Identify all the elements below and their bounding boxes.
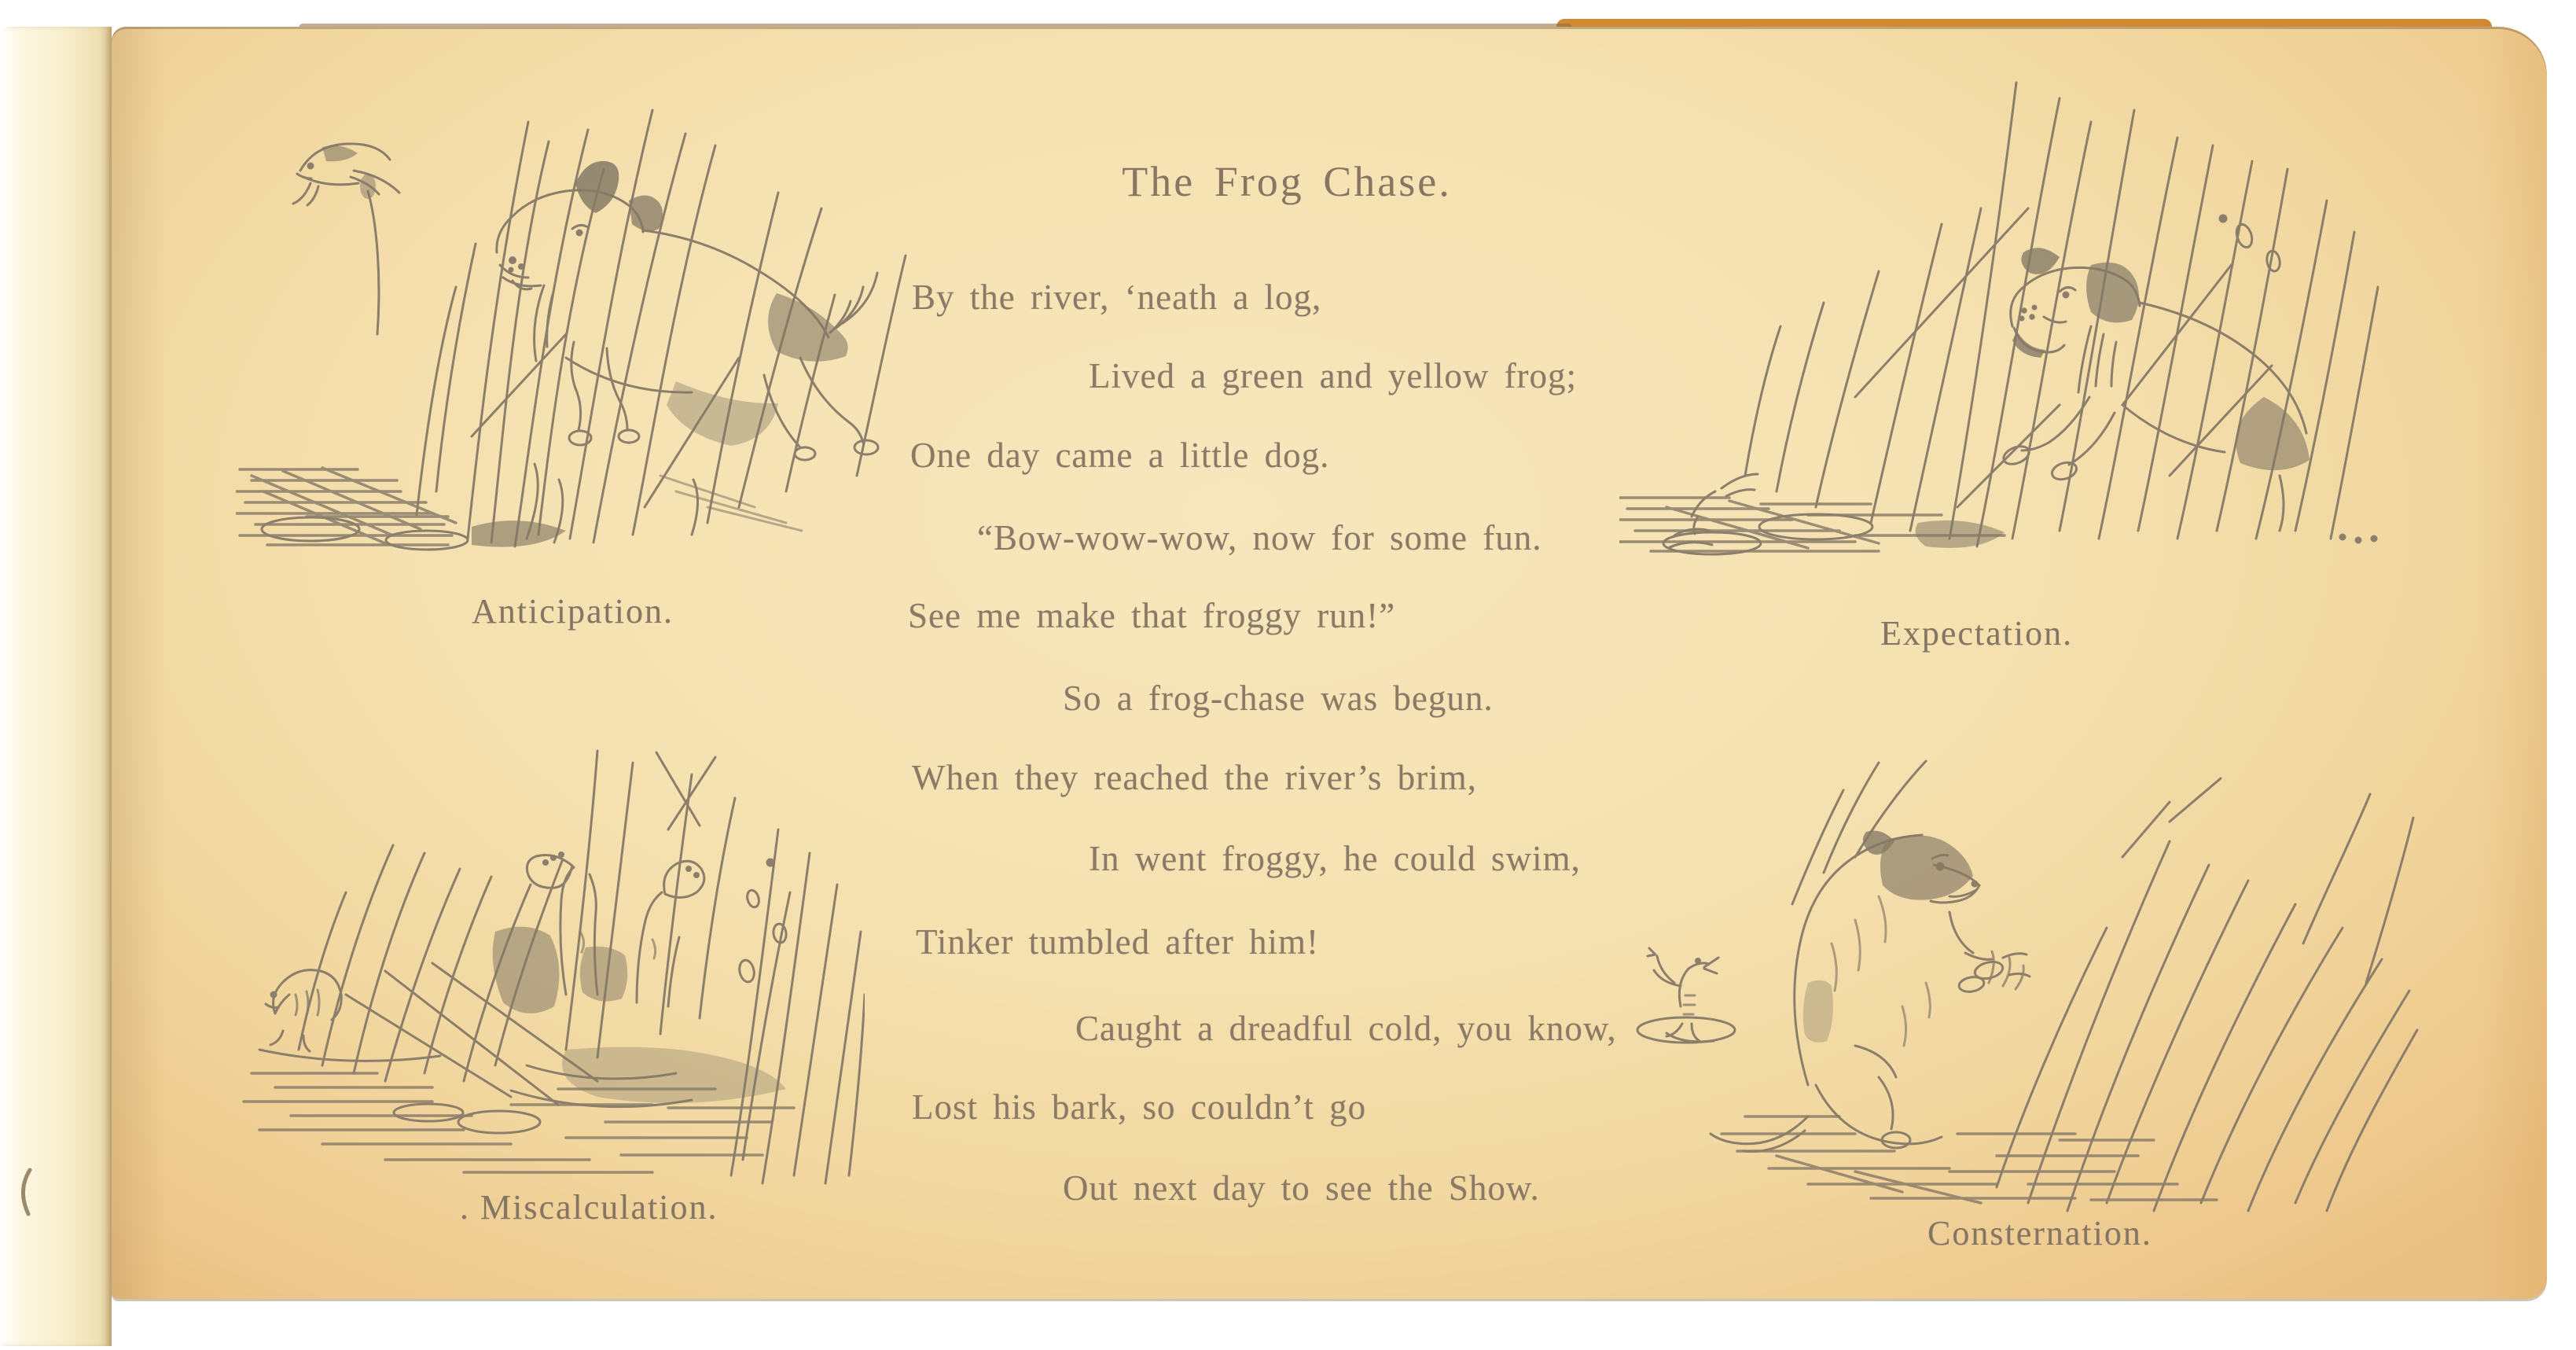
stray-pen-mark [6, 1164, 53, 1227]
poem-line-1: By the river, ‘neath a log, [912, 278, 1322, 317]
illustration-anticipation [236, 98, 912, 554]
illustration-expectation [1619, 67, 2405, 558]
illustration-miscalculation [228, 735, 865, 1191]
poem-line-2: Lived a green and yellow frog; [1089, 356, 1578, 395]
caption-anticipation: Anticipation. [472, 592, 674, 631]
poem-line-8: In went froggy, he could swim, [1089, 839, 1581, 878]
caption-expectation: Expectation. [1880, 614, 2074, 653]
poem-line-7: When they reached the river’s brim, [912, 758, 1477, 797]
poem-line-9: Tinker tumbled after him! [916, 922, 1320, 962]
caption-miscalculation: . Miscalculation. [460, 1188, 718, 1227]
poem-line-10: Caught a dreadful cold, you know, [1075, 1009, 1617, 1048]
poem-line-12: Out next day to see the Show. [1063, 1168, 1540, 1208]
poem-title: The Frog Chase. [1122, 158, 1452, 205]
illustration-consternation [1619, 747, 2421, 1223]
poem-line-4: “Bow-wow-wow, now for some fun. [977, 518, 1542, 557]
previous-page-edge [0, 27, 112, 1346]
caption-consternation: Consternation. [1927, 1214, 2152, 1253]
poem-line-3: One day came a little dog. [910, 436, 1330, 475]
poem-line-6: So a frog-chase was begun. [1063, 679, 1494, 718]
poem-line-11: Lost his bark, so couldn’t go [912, 1087, 1367, 1127]
poem-line-5: See me make that froggy run!” [908, 596, 1396, 635]
